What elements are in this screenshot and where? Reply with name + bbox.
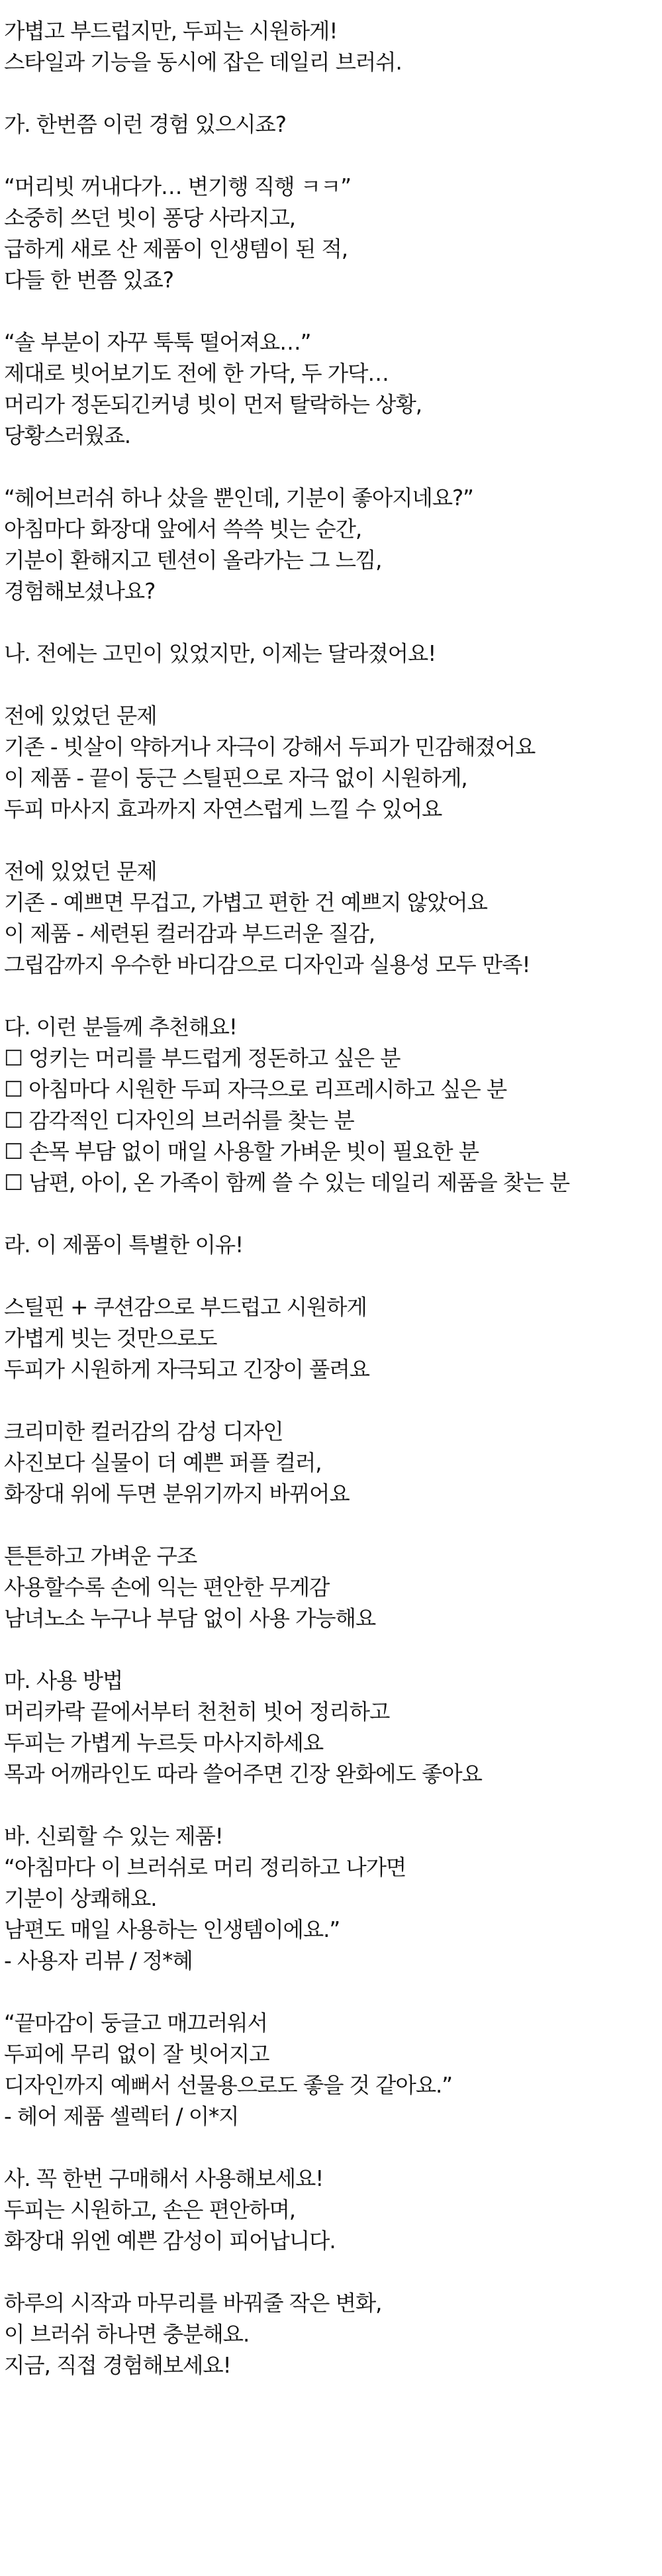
paragraph bbox=[4, 2008, 653, 2132]
text-line: 가볍게 빗는 것만으로도 bbox=[4, 1326, 217, 1351]
text-line: 이 제품 - 끝이 둥근 스틸핀으로 자극 없이 시원하게, bbox=[4, 766, 467, 791]
paragraph bbox=[4, 327, 653, 452]
paragraph-gap bbox=[4, 78, 653, 109]
paragraph-gap bbox=[4, 1261, 653, 1292]
text-line: ☐ 아침마다 시원한 두피 자극으로 리프레시하고 싶은 분 bbox=[4, 1077, 507, 1102]
text-line: 기분이 상쾌해요. bbox=[4, 1886, 157, 1911]
text-line: 디자인까지 예뻐서 선물용으로도 좋을 것 같아요.” bbox=[4, 2073, 453, 2098]
paragraph bbox=[4, 483, 653, 607]
product-description-document bbox=[4, 16, 653, 2381]
text-line: “솔 부분이 자꾸 툭툭 떨어져요…” bbox=[4, 330, 311, 355]
text-line: 화장대 위엔 예쁜 감성이 피어납니다. bbox=[4, 2228, 336, 2254]
paragraph-gap bbox=[4, 2257, 653, 2288]
text-line: 크리미한 컬러감의 감성 디자인 bbox=[4, 1419, 283, 1444]
text-line: ☐ 남편, 아이, 온 가족이 함께 쓸 수 있는 데일리 제품을 찾는 분 bbox=[4, 1170, 570, 1195]
text-line: 사용할수록 손에 익는 편안한 무게감 bbox=[4, 1575, 330, 1600]
text-line: 기분이 환해지고 텐션이 올라가는 그 느낌, bbox=[4, 548, 382, 573]
text-line: 마. 사용 방법 bbox=[4, 1668, 123, 1693]
paragraph-gap bbox=[4, 140, 653, 172]
paragraph bbox=[4, 701, 653, 825]
text-line: 두피는 가볍게 누르듯 마사지하세요 bbox=[4, 1730, 324, 1756]
paragraph bbox=[4, 1541, 653, 1634]
text-line: 이 제품 - 세련된 컬러감과 부드러운 질감, bbox=[4, 921, 375, 946]
text-line: 스타일과 기능을 동시에 잡은 데일리 브러쉬. bbox=[4, 50, 402, 75]
paragraph bbox=[4, 2288, 653, 2381]
text-line: 머리카락 끝에서부터 천천히 빗어 정리하고 bbox=[4, 1699, 390, 1724]
text-line: 기존 - 빗살이 약하거나 자극이 강해서 두피가 민감해졌어요 bbox=[4, 734, 536, 760]
text-line: 기존 - 예쁘면 무겁고, 가볍고 편한 건 예쁘지 않았어요 bbox=[4, 890, 487, 915]
paragraph-gap bbox=[4, 1385, 653, 1416]
text-line: 목과 어깨라인도 따라 쓸어주면 긴장 완화에도 좋아요 bbox=[4, 1761, 482, 1787]
text-line: 라. 이 제품이 특별한 이유! bbox=[4, 1232, 244, 1258]
text-line: 나. 전에는 고민이 있었지만, 이제는 달라졌어요! bbox=[4, 641, 436, 666]
text-line: 가. 한번쯤 이런 경험 있으시죠? bbox=[4, 112, 286, 137]
text-line: ☐ 엉키는 머리를 부드럽게 정돈하고 싶은 분 bbox=[4, 1046, 401, 1071]
text-line: 제대로 빗어보기도 전에 한 가닥, 두 가닥… bbox=[4, 361, 389, 386]
paragraph bbox=[4, 1292, 653, 1385]
paragraph-gap bbox=[4, 669, 653, 701]
paragraph bbox=[4, 638, 653, 669]
text-line: ☐ 감각적인 디자인의 브러쉬를 찾는 분 bbox=[4, 1108, 354, 1133]
text-line: 두피에 무리 없이 잘 빗어지고 bbox=[4, 2042, 269, 2067]
text-line: 이 브러쉬 하나면 충분해요. bbox=[4, 2322, 250, 2347]
text-line: 전에 있었던 문제 bbox=[4, 859, 157, 884]
text-line: ☐ 손목 부담 없이 매일 사용할 가벼운 빗이 필요한 분 bbox=[4, 1139, 479, 1164]
paragraph-gap bbox=[4, 981, 653, 1012]
paragraph bbox=[4, 172, 653, 296]
text-line: 스틸핀 + 쿠션감으로 부드럽고 시원하게 bbox=[4, 1295, 367, 1320]
text-line: 두피 마사지 효과까지 자연스럽게 느낄 수 있어요 bbox=[4, 797, 442, 822]
paragraph bbox=[4, 1821, 653, 1977]
text-line: 다. 이런 분들께 추천해요! bbox=[4, 1015, 237, 1040]
paragraph bbox=[4, 1230, 653, 1261]
paragraph bbox=[4, 1012, 653, 1199]
paragraph-gap bbox=[4, 452, 653, 483]
text-line: “헤어브러쉬 하나 샀을 뿐인데, 기분이 좋아지네요?” bbox=[4, 485, 473, 511]
paragraph bbox=[4, 1416, 653, 1510]
paragraph bbox=[4, 856, 653, 981]
text-line: 다들 한 번쯤 있죠? bbox=[4, 268, 173, 293]
text-line: 머리가 정돈되긴커녕 빗이 먼저 탈락하는 상황, bbox=[4, 392, 422, 417]
text-line: 사. 꼭 한번 구매해서 사용해보세요! bbox=[4, 2166, 324, 2191]
text-line: “끝마감이 둥글고 매끄러워서 bbox=[4, 2010, 267, 2036]
paragraph-gap bbox=[4, 1977, 653, 2008]
paragraph bbox=[4, 109, 653, 140]
paragraph-gap bbox=[4, 296, 653, 327]
paragraph-gap bbox=[4, 825, 653, 856]
text-line: 화장대 위에 두면 분위기까지 바뀌어요 bbox=[4, 1481, 350, 1507]
text-line: “아침마다 이 브러쉬로 머리 정리하고 나가면 bbox=[4, 1855, 406, 1880]
text-line: 경험해보셨나요? bbox=[4, 579, 156, 604]
text-line: 아침마다 화장대 앞에서 쓱쓱 빗는 순간, bbox=[4, 517, 362, 542]
text-line: 하루의 시작과 마무리를 바꿔줄 작은 변화, bbox=[4, 2291, 382, 2316]
text-line: 튼튼하고 가벼운 구조 bbox=[4, 1544, 197, 1569]
text-line: 당황스러웠죠. bbox=[4, 423, 131, 448]
text-line: 소중히 쓰던 빗이 퐁당 사라지고, bbox=[4, 205, 295, 230]
text-line: 남녀노소 누구나 부담 없이 사용 가능해요 bbox=[4, 1606, 376, 1631]
text-line: - 사용자 리뷰 / 정*혜 bbox=[4, 1948, 193, 1973]
text-line: “머리빗 꺼내다가… 변기행 직행 ㅋㅋ” bbox=[4, 174, 351, 199]
text-line: 가볍고 부드럽지만, 두피는 시원하게! bbox=[4, 19, 338, 44]
text-line: 지금, 직접 경험해보세요! bbox=[4, 2353, 231, 2378]
paragraph bbox=[4, 16, 653, 78]
text-line: 전에 있었던 문제 bbox=[4, 703, 157, 728]
text-line: 사진보다 실물이 더 예쁜 퍼플 컬러, bbox=[4, 1450, 322, 1475]
text-line: 남편도 매일 사용하는 인생템이에요.” bbox=[4, 1917, 340, 1942]
paragraph bbox=[4, 2163, 653, 2257]
paragraph-gap bbox=[4, 1199, 653, 1230]
text-line: 두피가 시원하게 자극되고 긴장이 풀려요 bbox=[4, 1357, 369, 1382]
text-line: 그립감까지 우수한 바디감으로 디자인과 실용성 모두 만족! bbox=[4, 952, 530, 977]
text-line: 바. 신뢰할 수 있는 제품! bbox=[4, 1824, 223, 1849]
text-line: 두피는 시원하고, 손은 편안하며, bbox=[4, 2197, 295, 2222]
text-line: - 헤어 제품 셀렉터 / 이*지 bbox=[4, 2104, 239, 2129]
paragraph bbox=[4, 1665, 653, 1790]
paragraph-gap bbox=[4, 1790, 653, 1821]
text-line: 급하게 새로 산 제품이 인생템이 된 적, bbox=[4, 236, 348, 262]
paragraph-gap bbox=[4, 2132, 653, 2163]
paragraph-gap bbox=[4, 1510, 653, 1541]
paragraph-gap bbox=[4, 1634, 653, 1665]
paragraph-gap bbox=[4, 607, 653, 638]
